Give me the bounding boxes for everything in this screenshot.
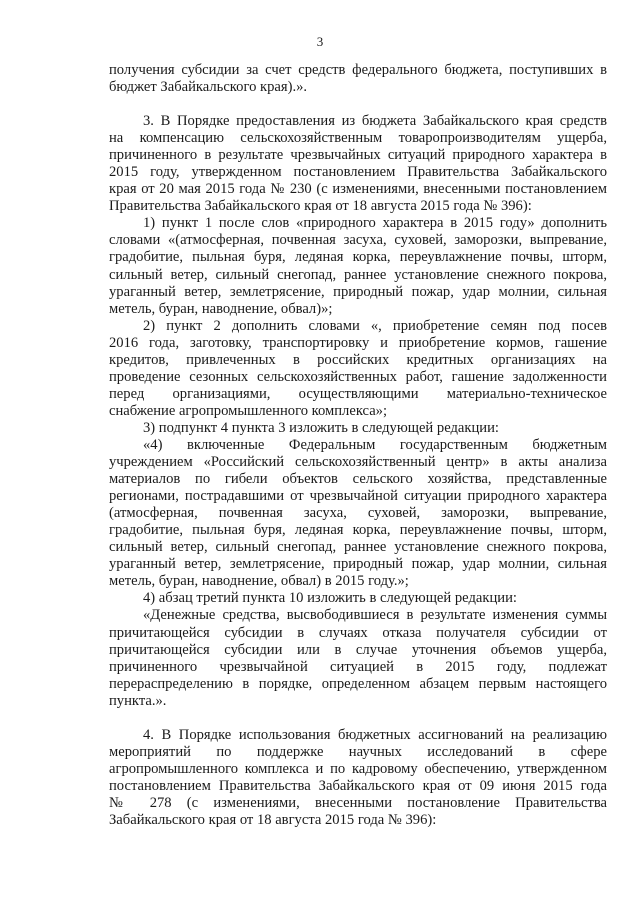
paragraph-line: снабжение агропромышленного комплекса»; [109, 402, 388, 419]
paragraph-line: 4. В Порядке использования бюджетных ассигнований на реализацию [143, 726, 607, 743]
paragraph-line: проведение сезонных сельскохозяйственных работ, гашение задолженности [109, 368, 607, 385]
paragraph-line: (атмосферная, почвенная засуха, суховей, заморозки, выпревание, [109, 505, 607, 522]
paragraph-line: бюджет Забайкальского края).». [109, 79, 308, 96]
paragraph-line: получения субсидии за счет средств федерального бюджета, поступивших в [109, 62, 607, 78]
paragraph-line: регионами, пострадавшими от чрезвычайной ситуации природного характера [109, 488, 607, 505]
paragraph-line: на компенсацию сельскохозяйственным товаропроизводителям ущерба, [109, 130, 607, 147]
paragraph-line: учреждением «Российский сельскохозяйственный центр» в акты анализа [109, 454, 607, 471]
paragraph-line: причитающейся субсидии в случаях отказа получателя субсидии от [109, 624, 607, 641]
paragraph-line: перед организациями, осуществляющими материально-техническое [109, 385, 607, 402]
paragraph-line: 2016 года, заготовку, транспортировку и приобретение кормов, гашение [109, 334, 607, 351]
paragraph-line: метель, буран, наводнение, обвал) в 2015 году.»; [109, 573, 409, 590]
paragraph-line: перераспределению в порядке, определенном абзацем первым настоящего [109, 675, 607, 692]
paragraph-line: причитающейся субсидии или в случае уточнения объемов ущерба, [109, 641, 607, 658]
paragraph-line: сильный ветер, сильный снегопад, раннее установление снежного покрова, [109, 266, 607, 283]
paragraph-line: ураганный ветер, землетрясение, природный пожар, удар молнии, сильная [109, 556, 607, 573]
paragraph-line: края от 20 мая 2015 года № 230 (с изменениями, внесенными постановлением [109, 181, 607, 198]
paragraph-line: «Денежные средства, высвободившиеся в результате изменения суммы [143, 607, 607, 624]
document-body [109, 62, 607, 829]
paragraph-line: градобитие, пыльная буря, ледяная корка, переувлажнение почвы, шторм, [109, 522, 607, 539]
paragraph-line: агропромышленного комплекса и по кадровому обеспечению, утвержденном [109, 760, 607, 777]
paragraph-line: «4) включенные Федеральным государственным бюджетным [143, 436, 607, 453]
paragraph-line: 2015 году, утвержденном постановлением Правительства Забайкальского [109, 164, 607, 181]
paragraph-line: материалов по гибели объектов сельского хозяйства, представленные [109, 471, 607, 488]
paragraph-line: градобитие, пыльная буря, ледяная корка, переувлажнение почвы, шторм, [109, 249, 607, 266]
paragraph-line: словами «(атмосферная, почвенная засуха, суховей, заморозки, выпревание, [109, 232, 607, 249]
paragraph-line: кредитов, привлеченных в российских кредитных организациях на [109, 351, 607, 368]
paragraph-line: № 278 (с изменениями, внесенными постановление Правительства [109, 794, 607, 811]
paragraph-line: 2) пункт 2 дополнить словами «, приобретение семян под посев [143, 317, 607, 334]
paragraph-line: мероприятий по поддержке научных исследований в сфере [109, 743, 607, 760]
paragraph-line: причиненного в результате чрезвычайных ситуаций природного характера в [109, 147, 607, 164]
paragraph-line: Правительства Забайкальского края от 18 августа 2015 года № 396): [109, 198, 532, 215]
paragraph-line: постановлением Правительства Забайкальского края от 09 июня 2015 года [109, 777, 607, 794]
paragraph-line: метель, буран, наводнение, обвал)»; [109, 300, 333, 317]
paragraph-line: причиненного чрезвычайной ситуацией в 2015 году, подлежат [109, 658, 607, 675]
paragraph-line: 4) абзац третий пункта 10 изложить в следующей редакции: [143, 590, 517, 607]
page-number: 3 [316, 34, 324, 49]
paragraph-line: сильный ветер, сильный снегопад, раннее установление снежного покрова, [109, 539, 607, 556]
paragraph-line: ураганный ветер, землетрясение, природный пожар, удар молнии, сильная [109, 283, 607, 300]
paragraph-line: 3. В Порядке предоставления из бюджета Забайкальского края средств [143, 113, 607, 130]
paragraph-line: 3) подпункт 4 пункта 3 изложить в следующей редакции: [143, 419, 499, 436]
paragraph-line: пункта.». [109, 692, 167, 709]
paragraph-line: 1) пункт 1 после слов «природного характера в 2015 году» дополнить [143, 215, 607, 232]
paragraph-line: Забайкальского края от 18 августа 2015 года № 396): [109, 811, 437, 828]
